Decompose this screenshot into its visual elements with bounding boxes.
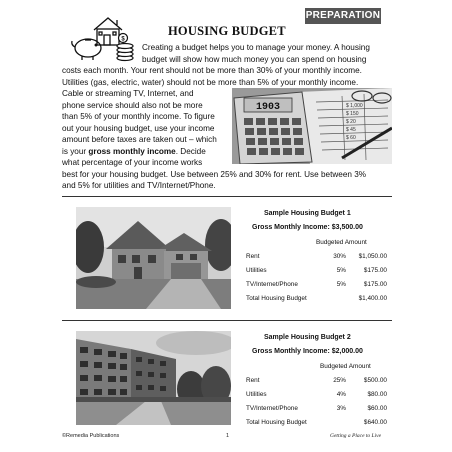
- body-line-7: than 5% of your monthly income. To figure: [62, 112, 215, 121]
- page-number: 1: [226, 433, 230, 439]
- calculator-photo: [232, 88, 392, 164]
- body-line-2: budget will show how much money you can spend on housing: [142, 54, 367, 64]
- budget-1-title: Sample Housing Budget 1: [264, 210, 351, 217]
- svg-text:$ 20: $ 20: [346, 119, 356, 125]
- divider: [62, 320, 392, 321]
- house-photo: [76, 207, 231, 309]
- svg-text:$ 150: $ 150: [346, 111, 359, 117]
- emphasis-gross-income: gross monthly income: [88, 146, 176, 156]
- svg-text:1903: 1903: [255, 102, 281, 113]
- body-line-8: out your housing budget, use your income: [62, 123, 215, 133]
- body-line-1: Creating a budget helps you to manage your money. A housing: [142, 43, 370, 52]
- svg-text:$ 1,000: $ 1,000: [346, 103, 363, 109]
- body-line-10: is your gross monthly income. Decide: [62, 146, 206, 156]
- table-row: Utilities 4% $80.00: [246, 391, 387, 398]
- table-row: Utilities 5% $175.00: [246, 267, 387, 274]
- footer-publisher: ©Remedia Publications: [62, 433, 120, 439]
- budget-table-2: [246, 334, 396, 434]
- house-piggybank-coins-icon: [68, 14, 138, 62]
- body-line-6: phone service should also not be more: [62, 100, 203, 110]
- budget-2-title: Sample Housing Budget 2: [264, 334, 351, 341]
- table-row-total: Total Housing Budget $640.00: [246, 419, 387, 426]
- budget-table-1: [246, 210, 396, 310]
- svg-text:$ 45: $ 45: [346, 127, 356, 133]
- budget-2-amount-header: Budgeted Amount: [320, 363, 371, 370]
- body-line-12: best for your housing budget. Use between 25% and 30% for rent. Use between 3%: [62, 169, 367, 179]
- table-row: Rent 30% $1,050.00: [246, 253, 387, 260]
- footer-title: Getting a Place to Live: [330, 433, 382, 439]
- body-line-9: amount before taxes are taken out – which: [62, 135, 217, 144]
- body-line-3: costs each month. Your rent should not be more than 30% of your monthly income.: [62, 66, 362, 75]
- table-row: TV/Internet/Phone 5% $175.00: [246, 281, 387, 288]
- table-row: TV/Internet/Phone 3% $60.00: [246, 405, 387, 412]
- divider: [62, 196, 392, 197]
- svg-text:$: $: [121, 36, 125, 43]
- body-line-13: and 5% for utilities and TV/Internet/Phone.: [62, 181, 216, 190]
- section-badge: PREPARATION: [305, 8, 381, 24]
- body-line-11: what percentage of your income works: [62, 158, 203, 167]
- body-line-4: Utilities (gas, electric, water) should not be more than 5% of your monthly income.: [62, 77, 359, 87]
- body-line-5: Cable or streaming TV, Internet, and: [62, 89, 194, 98]
- budget-1-income: Gross Monthly Income: $3,500.00: [252, 224, 363, 231]
- budget-2-income: Gross Monthly Income: $2,000.00: [252, 348, 363, 355]
- page-title: HOUSING BUDGET: [168, 24, 286, 38]
- table-row-total: Total Housing Budget $1,400.00: [246, 295, 387, 302]
- apartment-photo: [76, 331, 231, 425]
- table-row: Rent 25% $500.00: [246, 377, 387, 384]
- budget-1-amount-header: Budgeted Amount: [316, 239, 367, 246]
- svg-text:$ 60: $ 60: [346, 135, 356, 141]
